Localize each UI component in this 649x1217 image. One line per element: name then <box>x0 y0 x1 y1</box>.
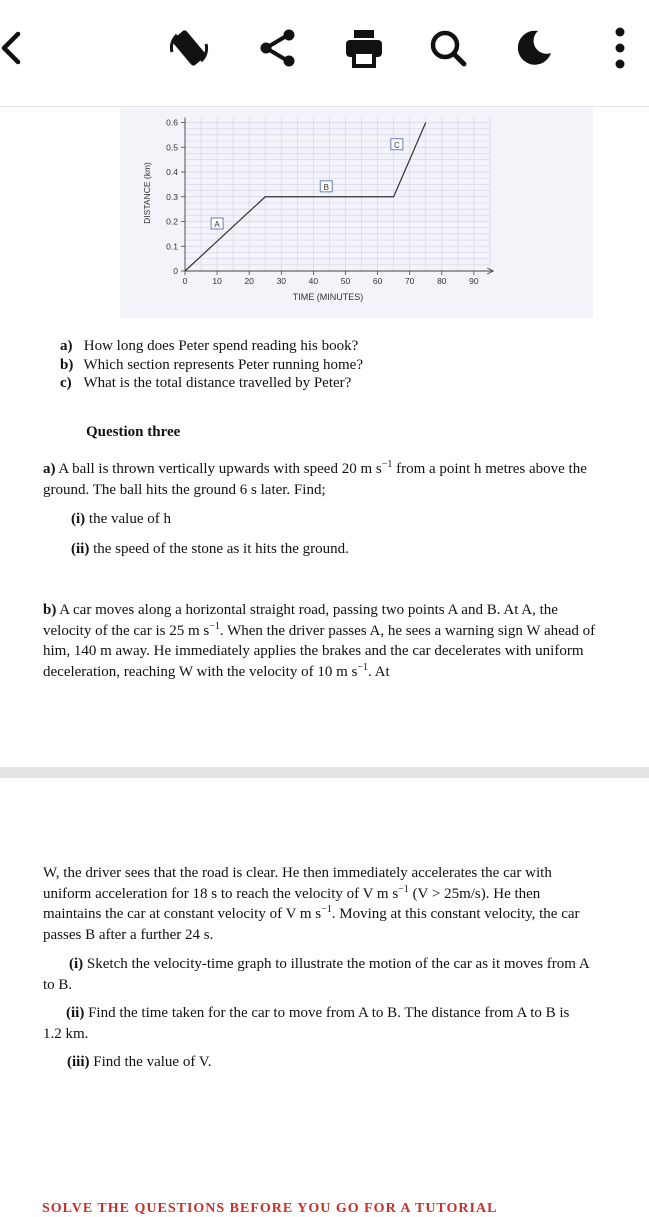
text: A car moves along a horizontal straight road, passing two points A and B. At A, the velocity of the car is 25 m s <box>43 602 558 639</box>
text: the speed of the stone as it hits the ground. <box>89 541 349 557</box>
question-3a-ii <box>71 541 349 558</box>
question-three-heading: Question three <box>86 424 181 440</box>
part-label: (iii) <box>67 1054 90 1070</box>
page-divider <box>0 767 649 778</box>
question-3b-iii <box>67 1054 211 1071</box>
question-letter: c) <box>60 375 72 391</box>
footer-text: SOLVE THE QUESTIONS BEFORE YOU GO FOR A TUTORIAL <box>42 1201 498 1216</box>
x-tick-label: 30 <box>276 276 287 286</box>
question-3a <box>43 459 603 500</box>
search-icon[interactable] <box>422 22 474 74</box>
y-tick-label: 0.3 <box>166 191 178 202</box>
question-letter: b) <box>60 356 74 373</box>
question-c <box>60 374 363 393</box>
section-label: C <box>393 140 400 150</box>
text: A ball is thrown vertically upwards with speed 20 m s <box>55 461 382 477</box>
x-tick-label: 90 <box>469 276 479 286</box>
more-icon[interactable] <box>594 22 646 74</box>
question-3b-ii <box>43 1003 588 1044</box>
question-3b-i <box>43 954 603 995</box>
y-tick-label: 0.4 <box>166 167 178 177</box>
x-tick-label: 70 <box>404 276 415 286</box>
text: Sketch the velocity-time graph to illustrate the motion of the car as it moves from A to B. <box>43 956 589 993</box>
question-letter: a) <box>60 338 73 354</box>
x-tick-label: 60 <box>372 276 383 286</box>
graph-questions <box>60 337 363 393</box>
superscript: −1 <box>357 661 368 673</box>
question-3b <box>43 600 603 682</box>
share-icon[interactable] <box>252 22 304 74</box>
part-label: b) <box>43 602 57 618</box>
text: . At <box>368 663 390 680</box>
question-3a-i <box>71 511 171 528</box>
text: Find the value of V. <box>89 1054 212 1070</box>
text: from a point h metres above the ground. The ball hits the ground 6 s later. Find; <box>43 461 587 498</box>
question-text: Which section represents Peter running home? <box>83 356 363 373</box>
back-icon[interactable] <box>0 22 38 74</box>
text: . When the driver passes A, he sees a warning sign W ahead of him, 140 m away. He immediately applies the brakes and the car decelerates with uniform deceleration, reaching W with the velocity of 10 m s <box>43 622 596 680</box>
x-tick-label: 40 <box>308 276 319 286</box>
y-tick-label: 0.5 <box>166 142 178 153</box>
y-tick-label: 0 <box>173 266 178 276</box>
part-label: (ii) <box>66 1005 85 1021</box>
part-label: (i) <box>69 956 84 972</box>
y-tick-label: 0.1 <box>166 241 178 252</box>
night-mode-icon[interactable] <box>508 22 560 74</box>
x-tick-label: 10 <box>212 276 222 286</box>
text: (V > 25m/s). He then maintains the car at constant velocity of V m s <box>43 885 541 922</box>
x-tick-label: 20 <box>244 276 254 286</box>
text: Find the time taken for the car to move from A to B. The distance from A to B is 1.2 km. <box>43 1005 570 1042</box>
x-tick-label: 0 <box>182 276 188 286</box>
question-b <box>60 356 363 375</box>
part-label: (i) <box>71 511 86 527</box>
footer-banner <box>42 1201 532 1216</box>
part-label: (ii) <box>71 541 90 557</box>
rotate-icon[interactable] <box>163 22 215 74</box>
toolbar <box>0 0 649 107</box>
distance-time-graph <box>0 108 649 318</box>
y-axis-label: DISTANCE (km) <box>142 162 152 224</box>
y-tick-label: 0.6 <box>166 117 178 128</box>
x-tick-label: 50 <box>340 276 351 286</box>
question-3b-continued <box>43 863 598 945</box>
question-a <box>60 337 363 356</box>
superscript: −1 <box>209 620 220 632</box>
y-tick-label: 0.2 <box>166 216 178 227</box>
question-text: How long does Peter spend reading his book? <box>83 338 359 354</box>
x-tick-label: 80 <box>437 276 447 286</box>
text: . Moving at this constant velocity, the car passes B after a further 24 s. <box>43 906 580 943</box>
section-label: B <box>323 182 329 192</box>
part-label: a) <box>43 461 56 477</box>
superscript: −1 <box>398 883 409 895</box>
x-axis-label: TIME (MINUTES) <box>292 292 364 302</box>
superscript: −1 <box>321 904 332 915</box>
text: the value of h <box>85 511 171 527</box>
question-text: What is the total distance travelled by Peter? <box>83 375 352 391</box>
section-label: A <box>214 219 220 229</box>
graph-background <box>120 108 593 318</box>
print-icon[interactable] <box>338 22 390 74</box>
text: W, the driver sees that the road is clear. He then immediately accelerates the car with uniform acceleration for 18 s to reach the velocity of V m s <box>43 865 552 902</box>
superscript: −1 <box>381 459 393 470</box>
